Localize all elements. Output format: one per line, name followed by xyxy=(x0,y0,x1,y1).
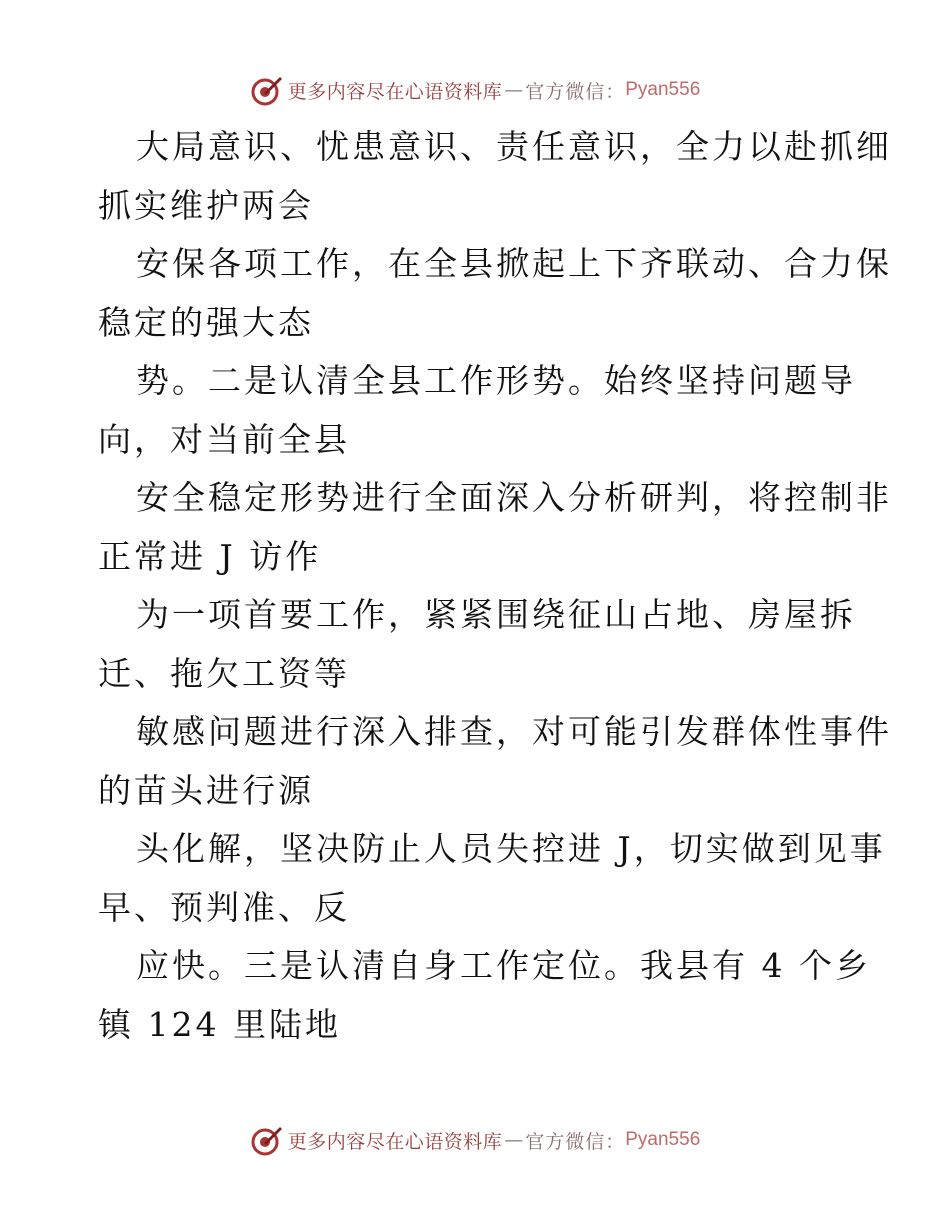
watermark-separator: — xyxy=(504,1129,524,1151)
document-body xyxy=(98,118,892,1054)
watermark-official-label: 官方微信： xyxy=(525,1130,626,1153)
header-watermark xyxy=(0,70,950,110)
footer-watermark xyxy=(0,1120,950,1160)
body-line: 镇 124 里陆地 xyxy=(98,1004,341,1044)
body-line: 安保各项工作，在全县掀起上下齐联动、合力保 xyxy=(136,244,892,283)
body-line: 敏感问题进行深入排查，对可能引发群体性事件 xyxy=(136,712,892,751)
body-line: 大局意识、忧患意识、责任意识，全力以赴抓细 xyxy=(136,127,892,166)
body-line: 应快。三是认清自身工作定位。我县有 4 个乡 xyxy=(136,946,871,985)
body-line: 向，对当前全县 xyxy=(98,419,350,459)
body-line: 头化解，坚决防止人员失控进 J，切实做到见事 xyxy=(136,829,886,868)
watermark-official-label: 官方微信： xyxy=(525,80,626,103)
watermark-separator: — xyxy=(504,79,524,101)
body-line: 迁、拖欠工资等 xyxy=(98,653,350,693)
watermark-wechat-id: Pyan556 xyxy=(625,79,701,100)
body-line: 为一项首要工作，紧紧围绕征山占地、房屋拆 xyxy=(136,595,856,634)
body-line: 早、预判准、反 xyxy=(98,887,350,927)
quill-logo-icon xyxy=(250,1123,284,1157)
body-line: 稳定的强大态 xyxy=(98,302,314,342)
body-line: 的苗头进行源 xyxy=(98,770,314,810)
watermark-site-text: 更多内容尽在心语资料库 xyxy=(287,80,503,103)
watermark-site-text: 更多内容尽在心语资料库 xyxy=(287,1130,503,1153)
quill-logo-icon xyxy=(250,73,284,107)
body-line: 正常进 J 访作 xyxy=(98,536,322,576)
body-line: 抓实维护两会 xyxy=(98,185,314,225)
body-line: 安全稳定形势进行全面深入分析研判，将控制非 xyxy=(136,478,892,517)
watermark-wechat-id: Pyan556 xyxy=(625,1129,701,1150)
body-line: 势。二是认清全县工作形势。始终坚持问题导 xyxy=(136,361,856,400)
